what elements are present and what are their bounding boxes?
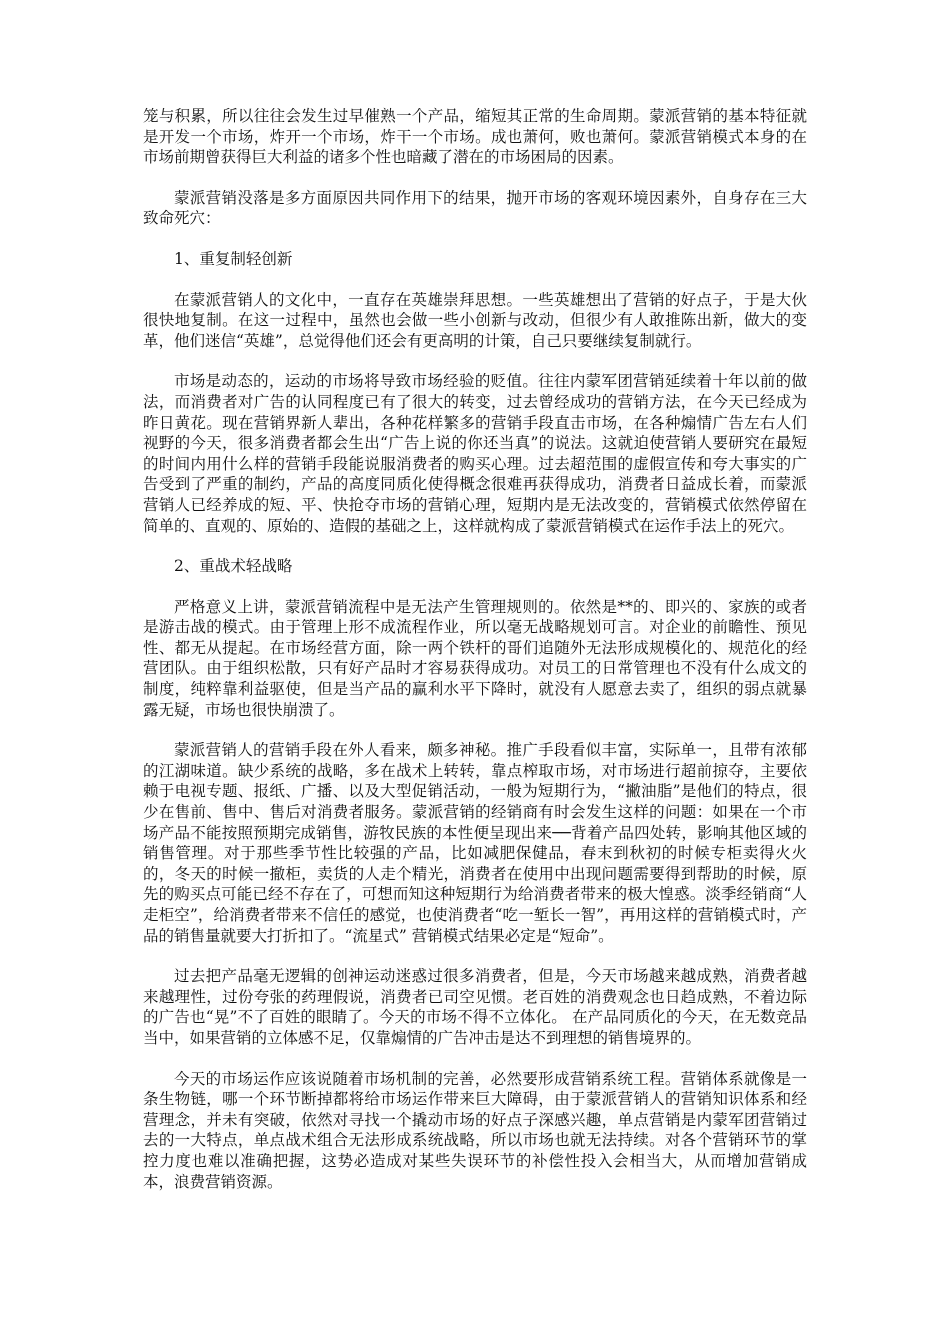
paragraph-hero-worship: 在蒙派营销人的文化中，一直存在英雄崇拜思想。一些英雄想出了营销的好点子，于是大伙很快地复制。在这一过程中，虽然也会做一些小创新与改动，但很少有人敢推陈出新，做大的变革，他们迷信“英雄”，总觉得他们还会有更高明的计策，自己只要继续复制就行。 (143, 290, 807, 350)
section-heading-1: 1、重复制轻创新 (174, 249, 293, 268)
section-heading-2: 2、重战术轻战略 (174, 557, 293, 576)
paragraph-system-engineering: 今天的市场运作应该说随着市场机制的完善，必然要形成营销系统工程。营销体系就像是一条生物链，哪一个环节断掉都将给市场运作带来巨大障碍，由于蒙派营销人的营销知识体系和经营理念，并未有突破，依然对寻找一个撬动市场的好点子深感兴趣，单点营销是内蒙军团营销过去的一大特点，单点战术组合无法形成系统战略，所以市场也就无法持续。对各个营销环节的掌控力度也难以准确把握，这势必造成对某些失误环节的补偿性投入会相当大，从而增加营销成本，浪费营销资源。 (143, 1069, 807, 1191)
paragraph-continuation: 笼与积累，所以往往会发生过早催熟一个产品，缩短其正常的生命周期。蒙派营销的基本特征就是开发一个市场，炸开一个市场，炸干一个市场。成也萧何，败也萧何。蒙派营销模式本身的在市场前期曾获得巨大利益的诸多个性也暗藏了潜在的市场困局的因素。 (143, 107, 807, 167)
paragraph-dynamic-market: 市场是动态的，运动的市场将导致市场经验的贬值。往往内蒙军团营销延续着十年以前的做法，而消费者对广告的认同程度已有了很大的转变，过去曾经成功的营销方法，在今天已经成为昨日黄花。现在营销界新人辈出，各种花样繁多的营销手段直击市场，在各种煽情广告左右人们视野的今天，很多消费者都会生出“广告上说的你还当真”的说法。这就迫使营销人要研究在最短的时间内用什么样的营销手段能说服消费者的购买心理。过去超范围的虚假宣传和夸大事实的广告受到了严重的制约，产品的高度同质化使得概念很难再获得成功，消费者日益成长着，而蒙派营销人已经养成的短、平、快抢夺市场的营销心理，短期内是无法改变的，营销模式依然停留在简单的、直观的、原始的、造假的基础之上，这样就构成了蒙派营销模式在运作手法上的死穴。 (143, 372, 807, 535)
paragraph-tactics: 蒙派营销人的营销手段在外人看来，颇多神秘。推广手段看似丰富，实际单一，且带有浓郁的江湖味道。缺少系统的战略，多在战术上转转，靠点榨取市场，对市场进行超前掠夺，主要依赖于电视专题、报纸、广播、以及大型促销活动，一般为短期行为，“撇油脂”是他们的特点，很少在售前、售中、售后对消费者服务。蒙派营销的经销商有时会发生这样的问题：如果在一个市场产品不能按照预期完成销售，游牧民族的本性便呈现出来──背着产品四处转，影响其他区域的销售管理。对于那些季节性比较强的产品，比如减肥保健品，春末到秋初的时候专柜卖得火火的，冬天的时候一撤柜，卖货的人走个精光，消费者在使用中出现问题需要得到帮助的时候，原先的购买点可能已经不存在了，可想而知这种短期行为给消费者带来的极大惶惑。淡季经销商“人走柜空”，给消费者带来不信任的感觉，也使消费者“吃一堑长一智”，再用这样的营销模式时，产品的销售量就要大打折扣了。“流星式” 营销模式结果必定是“短命”。 (143, 741, 807, 945)
document-page (143, 106, 807, 1212)
paragraph-management: 严格意义上讲，蒙派营销流程中是无法产生管理规则的。依然是**的、即兴的、家族的或者是游击战的模式。由于管理上形不成流程作业，所以毫无战略规划可言。对企业的前瞻性、预见性、都无从提起。在市场经营方面，除一两个铁杆的哥们追随外无法形成规模化的、规范化的经营团队。由于组织松散，只有好产品时才容易获得成功。对员工的日常管理也不没有什么成文的制度，纯粹靠利益驱使，但是当产品的赢利水平下降时，就没有人愿意去卖了，组织的弱点就暴露无疑，市场也很快崩溃了。 (143, 597, 807, 719)
paragraph-intro: 蒙派营销没落是多方面原因共同作用下的结果，抛开市场的客观环境因素外，自身存在三大致命死穴： (143, 188, 807, 228)
paragraph-past-products: 过去把产品毫无逻辑的创神运动迷惑过很多消费者，但是，今天市场越来越成熟，消费者越来越理性，过份夸张的药理假说，消费者已司空见惯。老百姓的消费观念也日趋成熟，不着边际的广告也“晃”不了百姓的眼睛了。今天的市场不得不立体化。 在产品同质化的今天，在无数竞品当中，如果营销的立体感不足，仅靠煽情的广告冲击是达不到理想的销售境界的。 (143, 967, 807, 1047)
